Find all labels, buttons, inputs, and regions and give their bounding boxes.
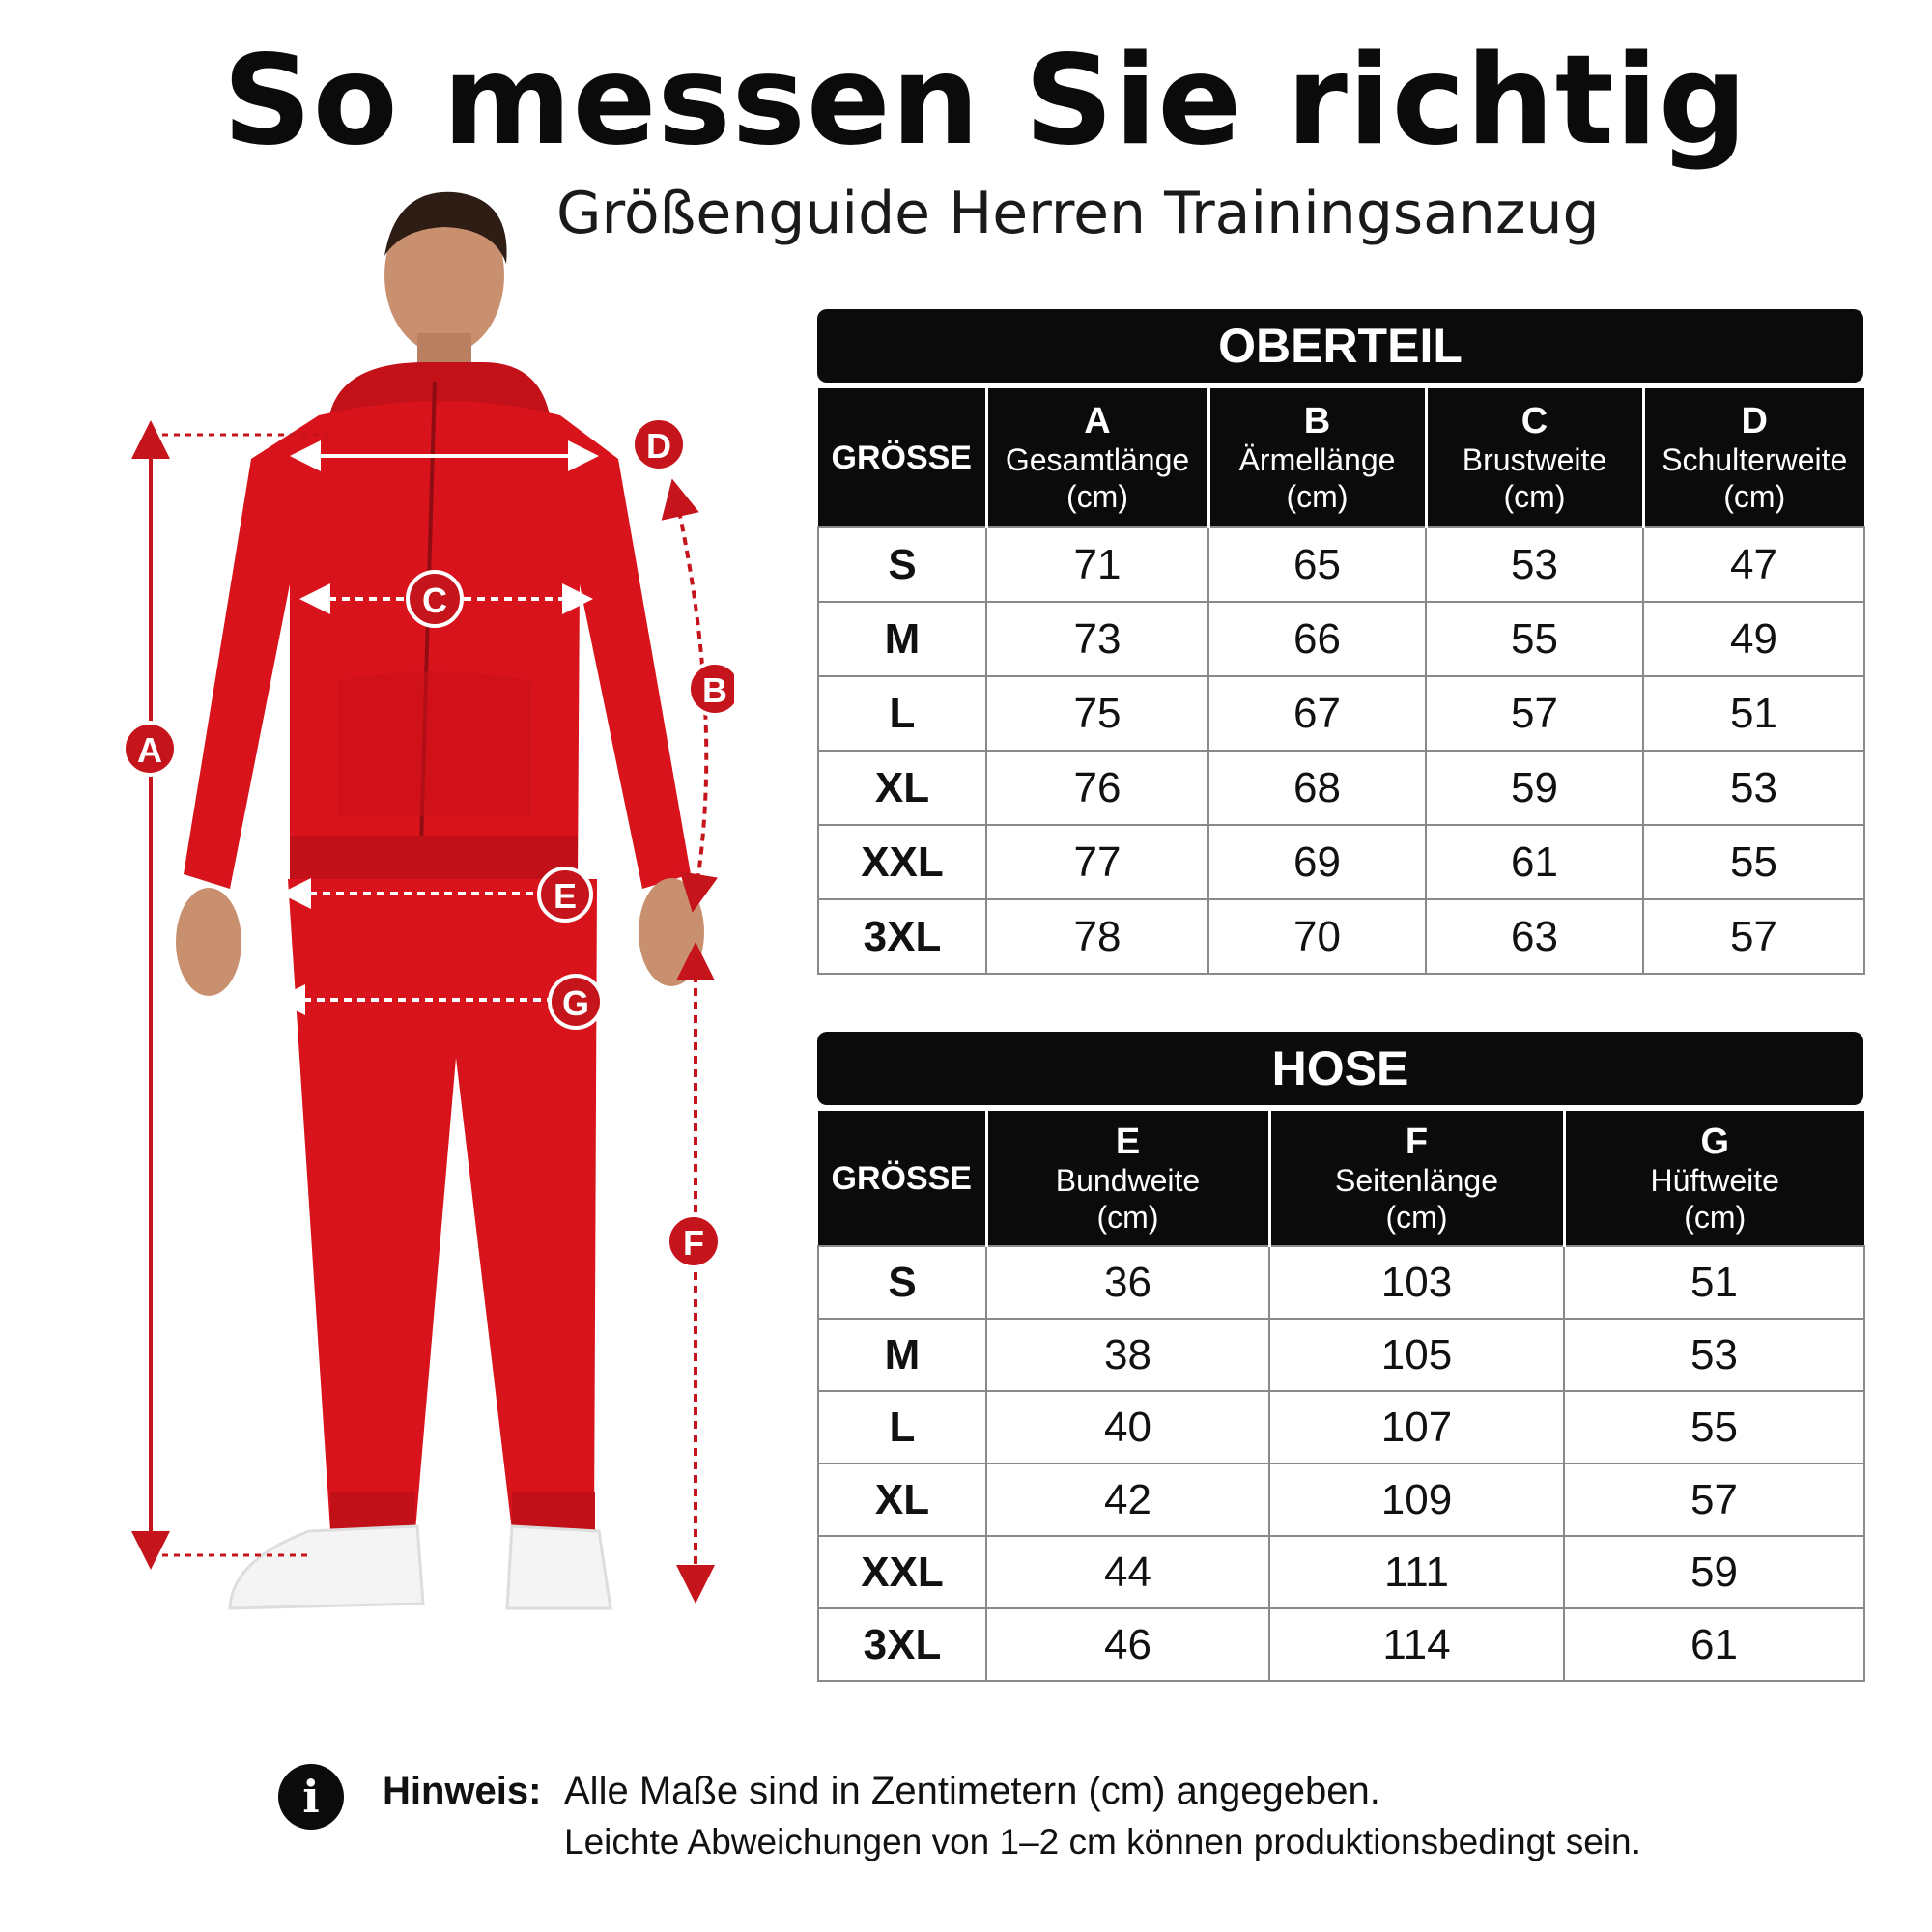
column-header-e: E Bundweite (cm): [986, 1111, 1269, 1246]
pants-size-table: [817, 1032, 1863, 1682]
table-row: M 73 66 55 49: [818, 602, 1864, 676]
column-header-c: C Brustweite (cm): [1426, 388, 1643, 527]
table-row: S 36 103 51: [818, 1246, 1864, 1319]
marker-c: [408, 572, 462, 626]
size-header: GRÖSSE: [818, 388, 986, 527]
note-line-2: Leichte Abweichungen von 1–2 cm können produktionsbedingt sein.: [564, 1822, 1641, 1861]
info-icon: i: [278, 1764, 344, 1830]
column-header-d: D Schulterweite (cm): [1643, 388, 1864, 527]
table-row: S 71 65 53 47: [818, 527, 1864, 602]
table-row: M 38 105 53: [818, 1319, 1864, 1391]
marker-e: [539, 868, 591, 921]
marker-b-label: B: [702, 670, 727, 710]
marker-f: [668, 1215, 720, 1267]
top-table: [817, 388, 1865, 975]
pants-table-title: HOSE: [817, 1032, 1863, 1105]
marker-c-label: C: [422, 581, 447, 620]
marker-g: [550, 976, 602, 1028]
top-size-table: [817, 309, 1863, 975]
measurement-markers: [116, 179, 734, 1686]
size-header: GRÖSSE: [818, 1111, 986, 1246]
table-row: 3XL 46 114 61: [818, 1608, 1864, 1681]
marker-g-label: G: [561, 983, 590, 1023]
model-figure: [116, 179, 734, 1686]
column-header-f: F Seitenlänge (cm): [1269, 1111, 1564, 1246]
table-row: XL 76 68 59 53: [818, 751, 1864, 825]
marker-b: [689, 663, 734, 715]
table-row: XXL 77 69 61 55: [818, 825, 1864, 899]
top-table-title: OBERTEIL: [817, 309, 1863, 383]
marker-a-label: A: [137, 730, 162, 770]
column-header-g: G Hüftweite (cm): [1564, 1111, 1864, 1246]
pants-table: [817, 1111, 1865, 1682]
marker-d: [633, 418, 685, 470]
marker-f-label: F: [683, 1223, 704, 1263]
table-row: XL 42 109 57: [818, 1463, 1864, 1536]
column-header-b: B Ärmellänge (cm): [1208, 388, 1426, 527]
note-label: Hinweis:: [383, 1770, 542, 1812]
table-row: XXL 44 111 59: [818, 1536, 1864, 1608]
table-row: 3XL 78 70 63 57: [818, 899, 1864, 974]
column-header-a: A Gesamtlänge (cm): [986, 388, 1208, 527]
note-line-1: Alle Maße sind in Zentimetern (cm) angegeben.: [564, 1770, 1380, 1812]
marker-a: [124, 723, 176, 775]
marker-e-label: E: [553, 876, 578, 916]
page-subtitle: Größenguide Herren Trainingsanzug: [556, 180, 1600, 247]
marker-d-label: D: [646, 426, 671, 466]
page-title: So messen Sie richtig: [222, 29, 1748, 173]
table-row: L 40 107 55: [818, 1391, 1864, 1463]
table-row: L 75 67 57 51: [818, 676, 1864, 751]
